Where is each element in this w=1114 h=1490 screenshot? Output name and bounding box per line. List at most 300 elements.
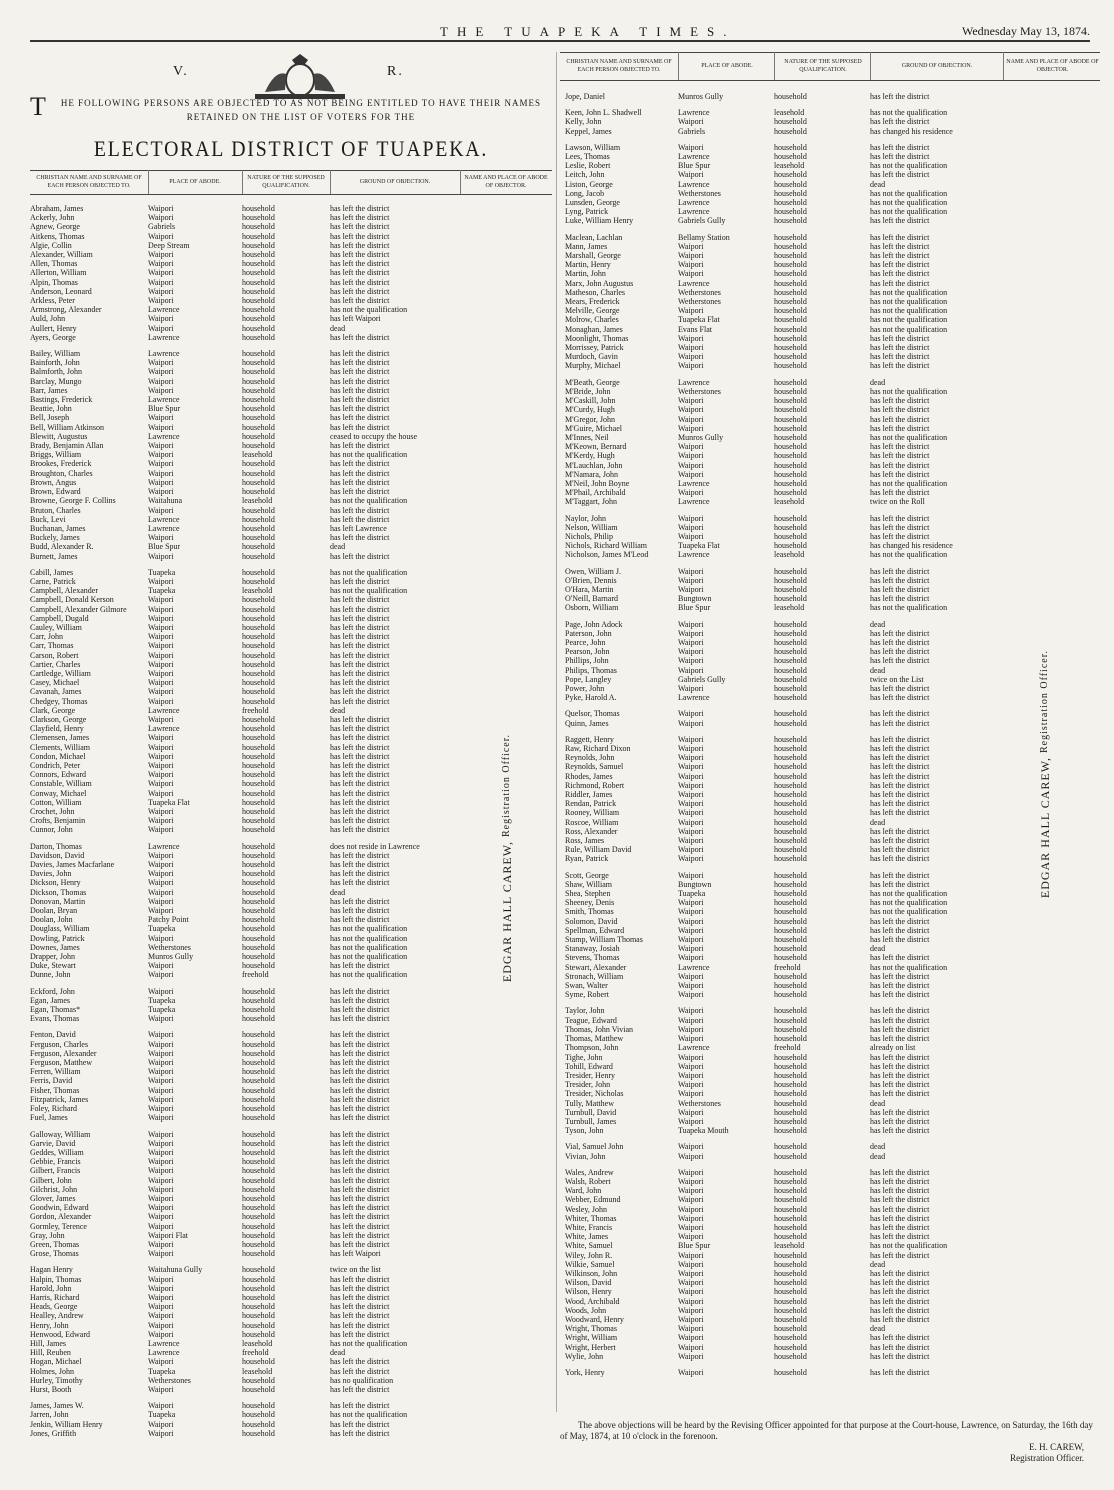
ground-of-objection: has left the district — [870, 1213, 930, 1223]
table-row — [30, 752, 490, 761]
place-of-abode: Waipori — [678, 1296, 704, 1306]
voter-name: Connors, Edward — [30, 770, 86, 780]
qualification: household — [774, 260, 807, 270]
table-row — [565, 233, 1005, 242]
royal-coat-of-arms-icon — [245, 52, 355, 102]
ground-of-objection: has left the district — [870, 575, 930, 585]
place-of-abode: Lawrence — [678, 962, 710, 972]
hearing-notice: The above objections will be heard by the Revising Officer appointed for that purpose at the Court-house, Lawrence, on Saturday, the 16th day of May, 1874, at 10 o'clock in the forenoon. — [560, 1420, 1093, 1441]
voter-name: Woods, John — [565, 1305, 607, 1315]
table-row — [30, 605, 490, 614]
table-row — [30, 715, 490, 724]
place-of-abode: Waipori — [148, 1311, 174, 1321]
ground-of-objection: has left the district — [870, 152, 930, 162]
table-row — [565, 361, 1005, 370]
qualification: household — [774, 935, 807, 945]
place-of-abode: Tuapeka — [148, 995, 176, 1005]
table-row — [30, 250, 490, 259]
qualification: household — [242, 1076, 275, 1086]
letter-section-gap — [565, 999, 1005, 1006]
qualification: leasehold — [774, 550, 805, 560]
table-row — [30, 1410, 490, 1419]
voter-name: Shaw, William — [565, 879, 613, 889]
place-of-abode: Waipori — [678, 916, 704, 926]
col-divider — [774, 52, 775, 80]
place-of-abode: Waipori — [678, 1089, 704, 1099]
ground-of-objection: has left the district — [870, 879, 930, 889]
voter-name: Stronach, William — [565, 971, 624, 981]
ground-of-objection: has not the qualification — [330, 305, 408, 315]
newspaper-title: THE TUAPEKA TIMES. — [440, 24, 736, 39]
qualification: household — [242, 1212, 275, 1222]
right-header-name: CHRISTIAN NAME AND SURNAME OF EACH PERSON OBJECTED TO. — [566, 59, 672, 73]
voter-name: Ferren, William — [30, 1067, 81, 1077]
qualification: household — [774, 656, 807, 666]
ground-of-objection: has left Waipori — [330, 1249, 381, 1259]
ground-of-objection: has left the district — [330, 505, 390, 515]
qualification: household — [774, 152, 807, 162]
place-of-abode: Waipori — [148, 259, 174, 269]
voter-name: Turnbull, James — [565, 1116, 617, 1126]
qualification: household — [774, 566, 807, 576]
page-divider — [556, 52, 557, 1412]
voter-name: Rhodes, James — [565, 771, 613, 781]
qualification: household — [242, 887, 275, 897]
place-of-abode: Lawrence — [148, 724, 180, 734]
table-row — [30, 1157, 490, 1166]
voter-name: Keppel, James — [565, 126, 612, 136]
ground-of-objection: has left the district — [870, 981, 930, 991]
table-row — [565, 1034, 1005, 1043]
qualification: household — [242, 296, 275, 306]
place-of-abode: Waipori — [678, 1176, 704, 1186]
qualification: household — [242, 986, 275, 996]
qualification: household — [774, 1034, 807, 1044]
place-of-abode: Lawrence — [678, 108, 710, 118]
ground-of-objection: has left the district — [870, 1070, 930, 1080]
ground-of-objection: dead — [870, 377, 886, 387]
ground-of-objection: has left the district — [330, 1175, 390, 1185]
voter-name: Wilkinson, John — [565, 1268, 618, 1278]
place-of-abode: Waipori — [148, 231, 174, 241]
qualification: household — [774, 799, 807, 809]
place-of-abode: Waipori — [148, 595, 174, 605]
qualification: household — [774, 297, 807, 307]
qualification: household — [242, 268, 275, 278]
place-of-abode: Waipori — [678, 1034, 704, 1044]
ground-of-objection: has left the district — [330, 441, 390, 451]
ground-of-objection: has left the district — [870, 799, 930, 809]
qualification: household — [774, 269, 807, 279]
place-of-abode: Waipori — [148, 779, 174, 789]
place-of-abode: Waipori — [678, 1204, 704, 1214]
qualification: household — [242, 222, 275, 232]
voter-name: Leitch, John — [565, 170, 605, 180]
voter-name: Rendan, Patrick — [565, 799, 617, 809]
voter-name: Glover, James — [30, 1193, 76, 1203]
voter-name: M'Beath, George — [565, 377, 620, 387]
table-row — [30, 1367, 490, 1376]
voter-name: Abraham, James — [30, 204, 84, 213]
voter-name: Smith, Thomas — [565, 907, 614, 917]
voter-name: Davies, James Macfarlane — [30, 860, 115, 870]
place-of-abode: Waipori — [148, 1203, 174, 1213]
qualification: household — [774, 718, 807, 728]
ground-of-objection: has left the district — [330, 1366, 390, 1376]
voter-name: Clarkson, George — [30, 714, 87, 724]
qualification: household — [774, 1368, 807, 1377]
place-of-abode: Waipori — [148, 296, 174, 306]
place-of-abode: Waipori — [148, 551, 174, 561]
place-of-abode: Waipori — [678, 1222, 704, 1232]
place-of-abode: Lawrence — [678, 179, 710, 189]
ground-of-objection: dead — [330, 705, 346, 715]
voter-name: M'Namara, John — [565, 469, 618, 479]
table-row — [30, 432, 490, 441]
place-of-abode: Waitahuna — [148, 496, 183, 506]
signature-title: Registration Officer. — [1039, 650, 1050, 754]
voter-name: Cabill, James — [30, 567, 74, 577]
voter-name: Wright, Thomas — [565, 1324, 617, 1334]
place-of-abode: Waipori — [678, 333, 704, 343]
table-row — [30, 241, 490, 250]
ground-of-objection: has not the qualification — [870, 386, 948, 396]
voter-name: Crochet, John — [30, 807, 75, 816]
place-of-abode: Waipori — [148, 1329, 174, 1339]
voter-name: Pope, Langley — [565, 674, 612, 684]
qualification: household — [242, 542, 275, 552]
place-of-abode: Waipori — [148, 413, 174, 423]
ground-of-objection: has left the district — [870, 753, 930, 763]
place-of-abode: Waipori — [148, 906, 174, 916]
place-of-abode: Waipori — [148, 687, 174, 697]
place-of-abode: Patchy Point — [148, 915, 189, 925]
ground-of-objection: has left the district — [330, 1274, 390, 1284]
ground-of-objection: has left the district — [330, 1230, 390, 1240]
ground-of-objection: has left the district — [330, 1311, 390, 1321]
qualification: household — [774, 179, 807, 189]
place-of-abode: Waipori — [148, 1274, 174, 1284]
table-row — [565, 1352, 1005, 1361]
place-of-abode: Waipori — [678, 1080, 704, 1090]
place-of-abode: Waipori — [148, 1094, 174, 1104]
ground-of-objection: has left the district — [870, 771, 930, 781]
place-of-abode: Waipori — [678, 117, 704, 127]
place-of-abode: Waipori — [678, 990, 704, 1000]
voter-name: Owen, William J. — [565, 566, 621, 576]
ground-of-objection: has left the district — [330, 1094, 390, 1104]
ground-of-objection: twice on the List — [870, 674, 924, 684]
header-objector: NAME AND PLACE OF ABODE OF OBJECTOR. — [464, 175, 548, 189]
qualification: household — [242, 213, 275, 223]
qualification: household — [242, 533, 275, 543]
letter-section-gap — [565, 1135, 1005, 1142]
table-row — [565, 1043, 1005, 1052]
table-row — [565, 1306, 1005, 1315]
letter-section-gap — [30, 1023, 490, 1030]
table-row — [30, 1104, 490, 1113]
table-row — [30, 450, 490, 459]
table-row — [30, 1148, 490, 1157]
table-row — [565, 675, 1005, 684]
qualification: household — [242, 349, 275, 359]
place-of-abode: Waipori — [678, 628, 704, 638]
ground-of-objection: has left the district — [330, 358, 390, 368]
voter-name: Taylor, John — [565, 1006, 605, 1016]
voter-name: M'Taggart, John — [565, 497, 617, 507]
voter-name: Woodward, Henry — [565, 1314, 624, 1324]
qualification: leasehold — [774, 603, 805, 613]
voter-name: Geddes, William — [30, 1147, 84, 1157]
place-of-abode: Waipori — [148, 1401, 174, 1411]
qualification: household — [774, 854, 807, 864]
voter-name: Brady, Benjamin Allan — [30, 441, 104, 451]
voter-name: Broughton, Charles — [30, 468, 93, 478]
place-of-abode: Munros Gully — [678, 92, 724, 101]
voter-name: Lyng, Patrick — [565, 207, 609, 217]
qualification: household — [774, 762, 807, 772]
qualification: household — [242, 1094, 275, 1104]
qualification: household — [242, 659, 275, 669]
ground-of-objection: has left the district — [330, 1030, 390, 1040]
place-of-abode: Waipori — [678, 1305, 704, 1315]
ground-of-objection: has left the district — [330, 1401, 390, 1411]
qualification: household — [242, 850, 275, 860]
voter-name: Molrow, Charles — [565, 315, 619, 325]
table-row — [30, 524, 490, 533]
right-header-top-rule — [560, 52, 1100, 53]
qualification: household — [242, 807, 275, 816]
table-row — [30, 888, 490, 897]
qualification: household — [774, 198, 807, 208]
place-of-abode: Waipori — [678, 414, 704, 424]
voter-name: Lees, Thomas — [565, 152, 610, 162]
voter-name: Allen, Thomas — [30, 259, 78, 269]
place-of-abode: Waipori — [148, 933, 174, 943]
table-row — [30, 779, 490, 788]
table-row — [30, 314, 490, 323]
table-row — [30, 1357, 490, 1366]
place-of-abode: Waipori — [678, 1351, 704, 1361]
ground-of-objection: has left the district — [870, 1089, 930, 1099]
voter-name: Matheson, Charles — [565, 287, 625, 297]
voter-name: Carr, Thomas — [30, 641, 74, 651]
place-of-abode: Waipori — [678, 1024, 704, 1034]
qualification: household — [242, 742, 275, 752]
ground-of-objection: has left the district — [330, 797, 390, 807]
place-of-abode: Waipori — [148, 696, 174, 706]
table-row — [565, 488, 1005, 497]
notice-intro — [30, 92, 552, 124]
place-of-abode: Waipori — [148, 204, 174, 213]
voter-name: Allerton, William — [30, 268, 87, 278]
ground-of-objection: does not reside in Lawrence — [330, 841, 420, 851]
voter-name: Wiley, John R. — [565, 1250, 613, 1260]
qualification: household — [774, 889, 807, 899]
ground-of-objection: has left the district — [330, 1166, 390, 1176]
voter-name: Maclean, Lachlan — [565, 232, 623, 242]
table-row — [30, 324, 490, 333]
ground-of-objection: has left the district — [330, 459, 390, 469]
voter-name: Darton, Thomas — [30, 841, 82, 851]
place-of-abode: Waipori — [148, 533, 174, 543]
table-row — [565, 647, 1005, 656]
place-of-abode: Waipori — [678, 619, 704, 629]
place-of-abode: Waipori — [678, 1186, 704, 1196]
qualification: household — [242, 779, 275, 789]
ground-of-objection: has left the district — [870, 1296, 930, 1306]
voter-name: Aitkens, Thomas — [30, 231, 85, 241]
voter-name: Hagan Henry — [30, 1265, 73, 1275]
qualification: household — [242, 477, 275, 487]
col-divider — [1003, 52, 1004, 80]
qualification: household — [242, 924, 275, 934]
table-row — [30, 706, 490, 715]
voter-name: Pearson, John — [565, 647, 610, 657]
ground-of-objection: twice on the Roll — [870, 497, 925, 507]
qualification: household — [242, 413, 275, 423]
ground-of-objection: has left the district — [870, 628, 930, 638]
place-of-abode: Waipori — [678, 898, 704, 908]
ground-of-objection: has not the qualification — [870, 297, 948, 307]
place-of-abode: Lawrence — [148, 523, 180, 533]
letter-section-gap — [30, 1394, 490, 1401]
voter-name: Condrich, Peter — [30, 760, 81, 770]
place-of-abode: Waipori — [148, 1067, 174, 1077]
letter-section-gap — [565, 1361, 1005, 1368]
ground-of-objection: has left the district — [330, 250, 390, 260]
place-of-abode: Waipori — [678, 817, 704, 827]
table-row — [30, 869, 490, 878]
table-row — [565, 638, 1005, 647]
letter-section-gap — [565, 864, 1005, 871]
table-row — [565, 251, 1005, 260]
ground-of-objection: has left the district — [870, 762, 930, 772]
ground-of-objection: has left the district — [330, 915, 390, 925]
place-of-abode: Waipori — [678, 637, 704, 647]
qualification: freehold — [242, 970, 269, 980]
ground-of-objection: has left the district — [330, 240, 390, 250]
table-row — [565, 1126, 1005, 1135]
ground-of-objection: has left the district — [330, 1184, 390, 1194]
ground-of-objection: has left the district — [330, 385, 390, 395]
table-row — [565, 442, 1005, 451]
table-row — [30, 496, 490, 505]
letter-section-gap — [30, 1123, 490, 1130]
ground-of-objection: ceased to occupy the house — [330, 431, 418, 441]
qualification: household — [242, 514, 275, 524]
ground-of-objection: has left the district — [870, 1006, 930, 1016]
place-of-abode: Waipori — [678, 343, 704, 353]
ground-of-objection: has left the district — [870, 647, 930, 657]
letter-section-gap — [565, 371, 1005, 378]
voter-name: Hill, James — [30, 1338, 66, 1348]
voter-name: Roscoe, William — [565, 817, 619, 827]
ground-of-objection: has left the district — [870, 709, 930, 719]
voter-name: Tully, Matthew — [565, 1098, 614, 1108]
place-of-abode: Lawrence — [148, 1348, 180, 1358]
qualification: household — [242, 1384, 275, 1394]
place-of-abode: Waipori — [678, 269, 704, 279]
table-row — [30, 632, 490, 641]
ground-of-objection: has left the district — [330, 595, 390, 605]
ground-of-objection: has left the district — [870, 1222, 930, 1232]
table-row — [30, 586, 490, 595]
qualification: leasehold — [242, 1366, 273, 1376]
table-row — [30, 1185, 490, 1194]
table-row — [30, 943, 490, 952]
voter-name: Campbell, Alexander — [30, 586, 98, 596]
col-divider — [678, 52, 679, 80]
letter-section-gap — [565, 728, 1005, 735]
table-row — [565, 972, 1005, 981]
qualification: household — [242, 622, 275, 632]
place-of-abode: Wetherstones — [678, 386, 721, 396]
voter-name: Douglass, William — [30, 924, 90, 934]
table-row — [30, 1194, 490, 1203]
qualification: household — [774, 142, 807, 152]
ground-of-objection: has left the district — [330, 659, 390, 669]
place-of-abode: Waipori — [148, 632, 174, 642]
voter-name: Duke, Stewart — [30, 961, 76, 971]
qualification: household — [242, 1166, 275, 1176]
qualification: household — [242, 332, 275, 342]
ground-of-objection: has left the district — [870, 1052, 930, 1062]
issue-date: Wednesday May 13, 1874. — [961, 24, 1090, 38]
table-row — [565, 1287, 1005, 1296]
ground-of-objection: has not the qualification — [330, 933, 408, 943]
voter-name: Doolan, John — [30, 915, 73, 925]
table-row — [30, 678, 490, 687]
ground-of-objection: has left the district — [870, 1034, 930, 1044]
ground-of-objection: has left the district — [330, 1239, 390, 1249]
table-row — [565, 1368, 1005, 1377]
voter-name: Clemensen, James — [30, 733, 90, 743]
table-row — [30, 1166, 490, 1175]
place-of-abode: Waipori — [678, 405, 704, 415]
voter-name: Vivian, John — [565, 1151, 606, 1161]
voter-name: Tresider, Henry — [565, 1070, 616, 1080]
qualification: household — [774, 647, 807, 657]
voter-name: Barclay, Mungo — [30, 376, 82, 386]
ground-of-objection: has not the qualification — [330, 1338, 408, 1348]
qualification: household — [242, 933, 275, 943]
ground-of-objection: dead — [870, 1324, 886, 1334]
qualification: household — [774, 836, 807, 846]
voter-name: Raggett, Henry — [565, 734, 614, 744]
place-of-abode: Waipori — [678, 790, 704, 800]
table-row — [30, 789, 490, 798]
table-row — [565, 1223, 1005, 1232]
objection-list-right — [565, 92, 1005, 1377]
ground-of-objection: has left the district — [870, 1107, 930, 1117]
voter-name: Thomas, Matthew — [565, 1034, 624, 1044]
qualification: household — [774, 1342, 807, 1352]
voter-name: Armstrong, Alexander — [30, 305, 102, 315]
table-row — [30, 1330, 490, 1339]
table-row — [30, 1284, 490, 1293]
table-row — [30, 743, 490, 752]
place-of-abode: Waipori — [148, 1039, 174, 1049]
qualification: household — [242, 259, 275, 269]
voter-name: Reynolds, John — [565, 753, 615, 763]
ground-of-objection: has left the district — [330, 286, 390, 296]
qualification: household — [242, 1129, 275, 1139]
table-row — [30, 413, 490, 422]
voter-name: Webber, Edmund — [565, 1195, 621, 1205]
ground-of-objection: dead — [870, 619, 886, 629]
place-of-abode: Waipori — [678, 170, 704, 180]
